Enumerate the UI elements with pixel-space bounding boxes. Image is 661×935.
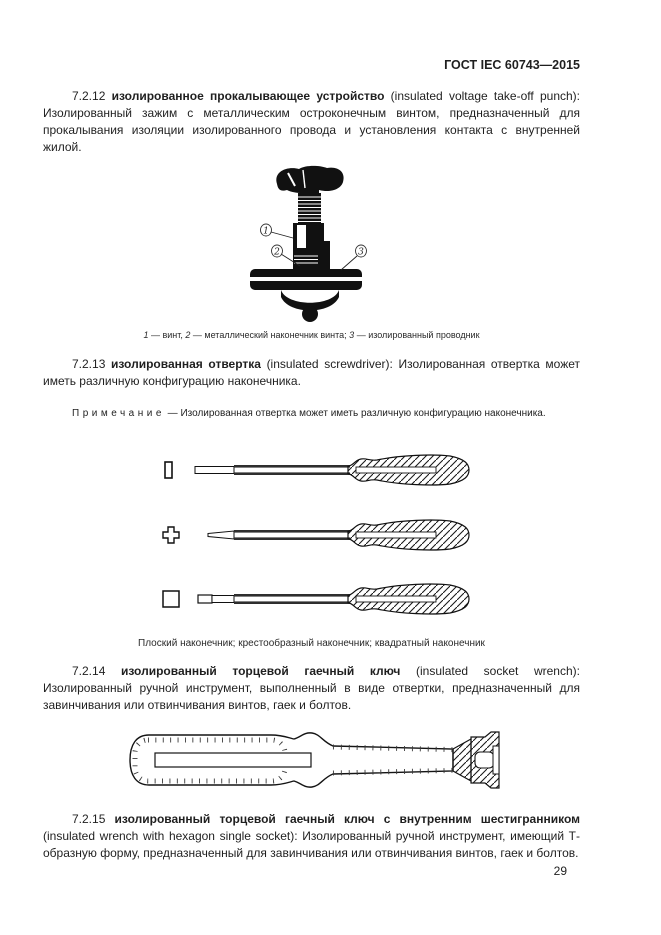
square-tip-icon: [163, 591, 179, 607]
figure-label-3: 3: [358, 247, 364, 258]
figure-screwdrivers-illustration: [128, 439, 533, 629]
inner-shaft-slot: [155, 753, 311, 767]
term-paragraph-7-2-12: [43, 88, 580, 156]
term-number: 7.2.12: [72, 89, 106, 103]
caption-text: — изолированный проводник: [354, 330, 480, 340]
leader-line-3: [341, 256, 357, 270]
handle-slot: [356, 532, 436, 538]
note-paragraph: [43, 407, 580, 420]
screwdriver-flat: [165, 455, 469, 485]
term-name: изолированное прокалывающее устройство: [111, 89, 385, 103]
shaft-sleeve: [234, 601, 350, 604]
punch-saddle-knob: [302, 306, 318, 322]
handle-slot: [356, 596, 436, 602]
flat-tip-icon: [165, 462, 172, 478]
term-paragraph-7-2-13: [43, 356, 580, 390]
caption-number: 3: [349, 330, 355, 340]
shaft-sleeve: [234, 594, 350, 597]
shaft-sleeve: [234, 530, 350, 533]
term-paragraph-7-2-15: [43, 811, 580, 862]
figure-socket-wrench-illustration: [123, 727, 503, 799]
term-name: изолированная отвертка: [111, 357, 261, 371]
term-number: 7.2.15: [72, 812, 106, 826]
term-name: изолированный торцевой гаечный ключ: [121, 664, 401, 678]
term-number: 7.2.13: [72, 357, 106, 371]
figure-punch-illustration: [247, 164, 397, 326]
cross-tip-icon: [163, 527, 179, 543]
term-definition: (insulated wrench with hexagon single socket): Изолированный ручной инструмент, имеющий Т-образную форму, предназначенный для завинчивания или отвинчивания винтов, гаек и болтов.: [43, 829, 580, 860]
punch-knob: [276, 166, 343, 193]
term-definition: (insulated voltage take-off punch): Изолированный зажим с металлическим остроконечным винтом, предназначенный для прокалывания изоляции изолированного провода и установления контакта с внутренней жилой.: [43, 89, 580, 154]
note-label: Примечание: [72, 408, 165, 419]
socket-mouth: [493, 746, 499, 774]
shaft-sleeve: [234, 465, 350, 468]
figure-caption-screwdrivers: Плоский наконечник; крестообразный наконечник; квадратный наконечник: [138, 638, 485, 649]
screwdriver-cross: [163, 520, 469, 550]
caption-text: — винт,: [148, 330, 186, 340]
leader-line-1: [271, 232, 293, 238]
term-name: изолированный торцевой гаечный ключ с внутренним шестигранником: [114, 812, 580, 826]
doc-header: ГОСТ IEC 60743—2015: [444, 58, 580, 72]
shaft-sleeve: [234, 472, 350, 475]
conductor-core-line: [250, 277, 362, 281]
caption-text: — металлический наконечник винта;: [190, 330, 350, 340]
shank-highlight: [297, 225, 306, 248]
note-text: — Изолированная отвертка может иметь различную конфигурацию наконечника.: [164, 408, 546, 419]
figure-label-2: 2: [274, 247, 280, 258]
blade: [212, 596, 234, 603]
figure-caption-punch: [43, 330, 580, 341]
page-content: [43, 58, 580, 878]
term-paragraph-7-2-14: [43, 663, 580, 714]
blade: [198, 595, 212, 603]
blade: [195, 467, 234, 474]
caption-number: 1: [143, 330, 149, 340]
page-number: 29: [553, 864, 567, 878]
figure-label-1: 1: [263, 226, 269, 237]
term-number: 7.2.14: [72, 664, 106, 678]
shaft-sleeve: [234, 537, 350, 540]
caption-number: 2: [185, 330, 191, 340]
screwdriver-square: [163, 584, 469, 614]
term-definition: (insulated socket wrench): Изолированный ручной инструмент, выполненный в виде отвертки, предназначенный для завинчивания или отвинчивания винтов, гаек и болтов.: [43, 664, 580, 712]
blade: [208, 531, 234, 539]
socket-cavity: [475, 752, 494, 768]
handle-slot: [356, 467, 436, 473]
term-definition: (insulated screwdriver): Изолированная отвертка может иметь различную конфигурацию наконечника.: [43, 357, 581, 388]
punch-threaded-rod: [298, 193, 321, 224]
head-transition: [453, 739, 471, 781]
